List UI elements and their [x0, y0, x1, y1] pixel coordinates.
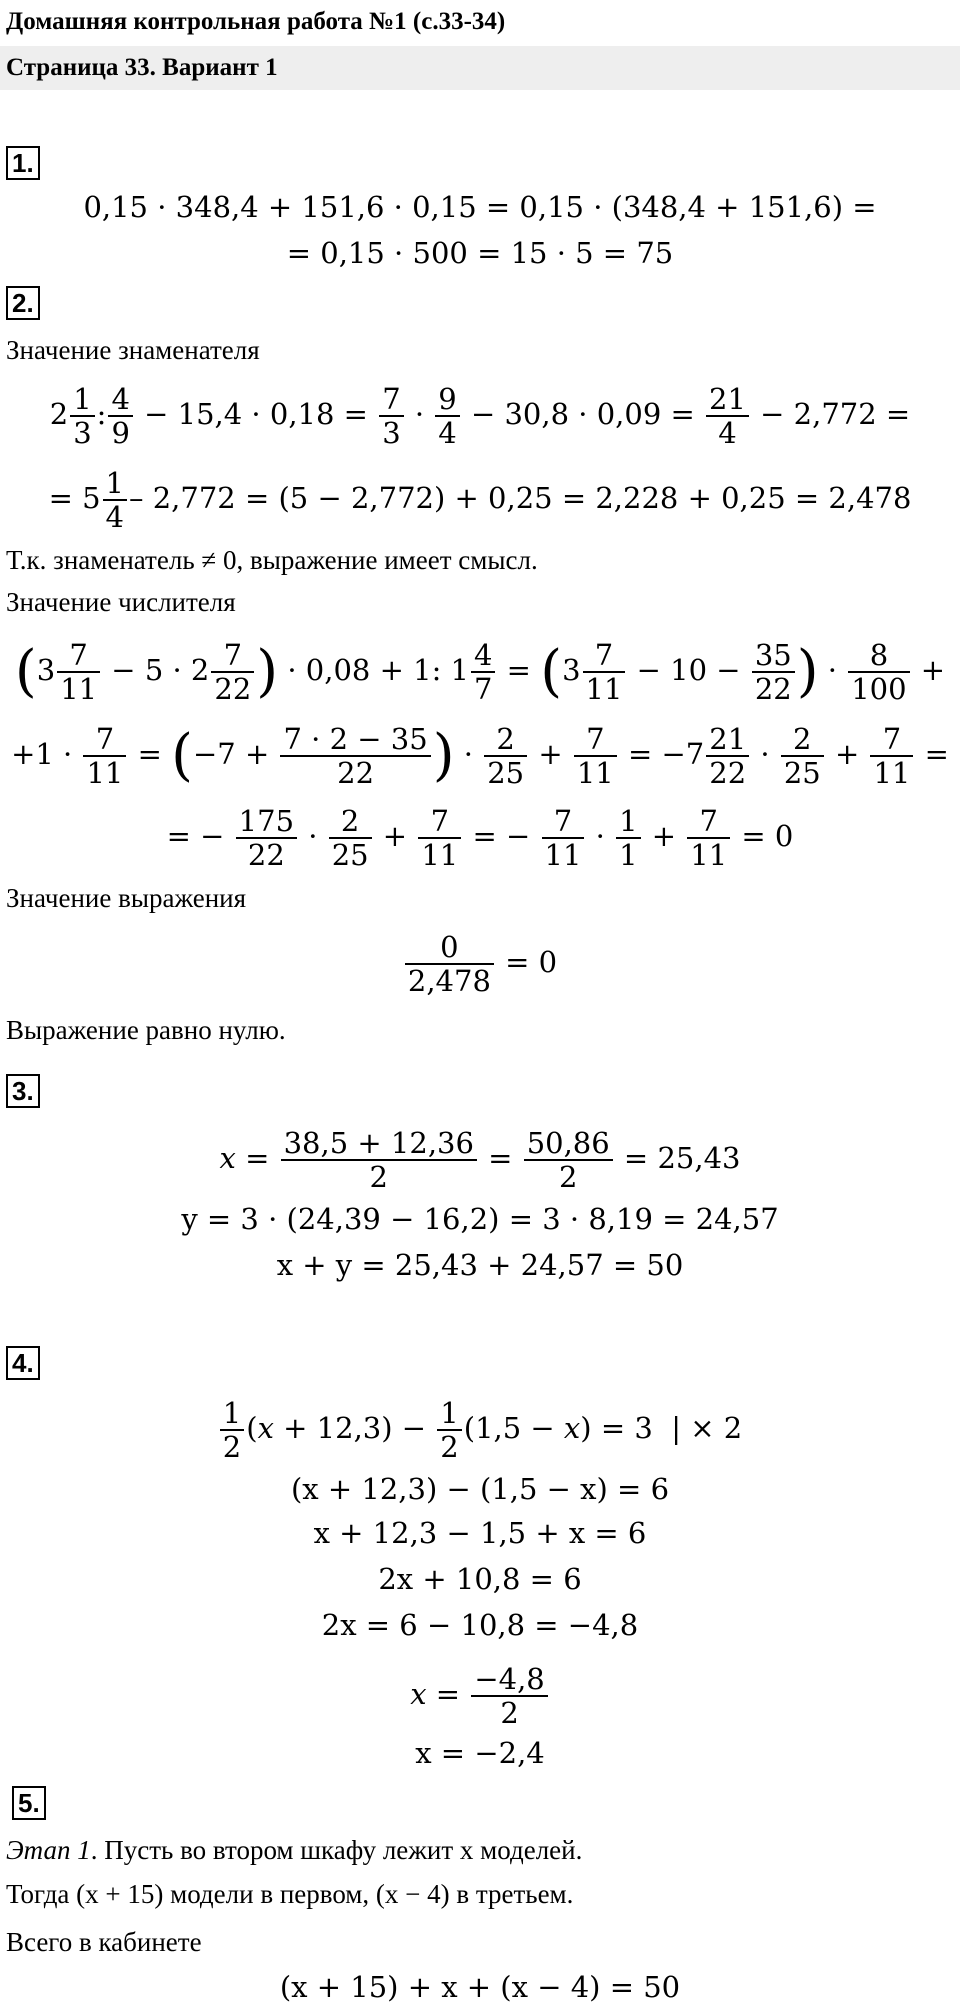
expression-result: Выражение равно нулю.	[6, 1015, 286, 1045]
numerator-line3: = − $\frac{175}{22}$ · $\frac{2}{25}$ + $\frac{7}{11}$ = − $\frac{7}{11}$ · $\frac{1}{1}$ + $\frac{7}{11}$ = 0	[166, 803, 794, 872]
expression-label: Значение выражения	[6, 883, 247, 913]
task5-line3: Всего в кабинете	[6, 1927, 202, 1957]
task1-line1: 0,15 · 348,4 + 151,6 · 0,15 = 0,15 · (348,4 + 151,6) =	[83, 190, 877, 224]
task3-line2: y = 3 · (24,39 − 16,2) = 3 · 8,19 = 24,57	[181, 1202, 779, 1236]
denominator-line2: = 5 $\frac{1}{4}$ – 2,772 = (5 − 2,772) + 0,25 = 2,228 + 0,25 = 2,478	[48, 465, 912, 534]
page-title: Домашняя контрольная работа №1 (с.33-34)	[0, 0, 960, 44]
expression-value: $\frac{0}{2,478}$ = 0	[0, 920, 960, 1004]
page-subtitle: Страница 33. Вариант 1	[0, 46, 960, 90]
denominator-line1: 2 $\frac{1}{3}$ : $\frac{4}{9}$ − 15,4 · 0,18 = $\frac{7}{3}$ · $\frac{9}{4}$ − 30,8 · 0,09 = $\frac{21}{4}$ − 2,772 =	[49, 381, 911, 450]
task4-line7: x = −2,4	[415, 1736, 545, 1770]
task-number-5: 5.	[12, 1786, 46, 1820]
task-number-3: 3.	[6, 1074, 40, 1108]
task5-equation: (x + 15) + x + (x − 4) = 50	[279, 1970, 681, 2004]
task5-line2: Тогда (x + 15) модели в первом, (x − 4) в третьем.	[6, 1879, 574, 1909]
task4-line2: (x + 12,3) − (1,5 − x) = 6	[290, 1472, 670, 1506]
stage-label: Этап 1	[6, 1835, 91, 1865]
task5-line1	[6, 1832, 582, 1868]
task4-line3: x + 12,3 − 1,5 + x = 6	[313, 1516, 647, 1550]
task3-line3: x + y = 25,43 + 24,57 = 50	[276, 1248, 684, 1282]
task4-line1: $\frac{1}{2}$ (x + 12,3) − $\frac{1}{2}$ (1,5 − x) = 3 | × 2	[0, 1386, 960, 1470]
denominator-label: Значение знаменателя	[6, 335, 260, 365]
task-number-1: 1.	[6, 146, 40, 180]
task3-line1: x = $\frac{38,5 + 12,36}{2}$ = $\frac{50,86}{2}$ = 25,43	[219, 1125, 741, 1194]
task5-line1-rest: . Пусть во втором шкафу лежит x моделей.	[90, 1835, 583, 1865]
task4-line6: x = $\frac{-4,8}{2}$	[0, 1652, 960, 1736]
task4-line4: 2x + 10,8 = 6	[378, 1562, 582, 1596]
denominator-line2-rest: – 2,772 = (5 − 2,772) + 0,25 = 2,228 + 0,25 = 2,478	[128, 481, 912, 515]
numerator-line2: +1 · $\frac{7}{11}$ = (−7 + $\frac{7 \cdot 2 - 35}{22}$ ) · $\frac{2}{25}$ + $\frac{7}{11}$ = −7 $\frac{21}{22}$ · $\frac{2}{25}$ + $\frac{7}{11}$ =	[11, 721, 949, 790]
task1-line2: = 0,15 · 500 = 15 · 5 = 75	[286, 236, 674, 270]
task-number-4: 4.	[6, 1346, 40, 1380]
task-number-2: 2.	[6, 286, 40, 320]
task4-line5: 2x = 6 − 10,8 = −4,8	[321, 1608, 639, 1642]
numerator-label: Значение числителя	[6, 587, 236, 617]
numerator-line1: (3 $\frac{7}{11}$ − 5 · 2 $\frac{7}{22}$ ) · 0,08 + 1: 1 $\frac{4}{7}$ = (3 $\frac{7}{11}$ − 10 − $\frac{35}{22}$ ) · $\frac{8}{100}$ +	[14, 637, 946, 706]
denominator-nonzero-note: Т.к. знаменатель ≠ 0, выражение имеет смысл.	[6, 545, 538, 575]
